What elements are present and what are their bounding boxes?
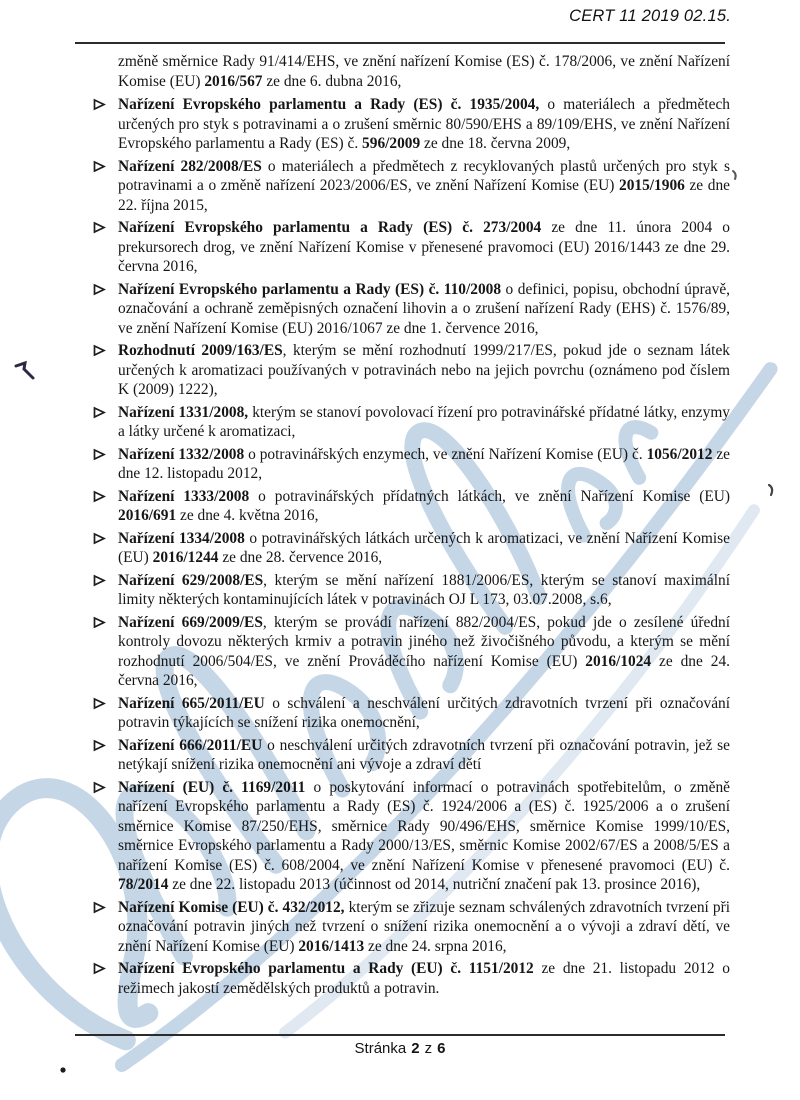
arrow-bullet-icon <box>93 739 106 752</box>
regulation-text: Nařízení Evropského parlamentu a Rady (ES) č. 110/2008 o definici, popisu, obchodní úpravě, označování a ochraně zeměpisných označení lihovin a o zrušení nařízení Rady (EHS) č. 1576/89, ve znění Nařízení Komise (EU) 2016/1067 ze dne 1. července 2016, <box>118 280 730 337</box>
intro-paragraph: změně směrnice Rady 91/414/EHS, ve znění nařízení Komise (ES) č. 178/2006, ve znění Nařízení Komise (EU) 2016/567 ze dne 6. dubna 2016, <box>118 53 730 90</box>
regulation-list <box>118 95 730 998</box>
apostrophe-mark <box>769 485 772 495</box>
arrow-bullet-icon <box>93 448 106 461</box>
regulation-item <box>118 694 730 733</box>
arrow-bullet-icon <box>93 532 106 545</box>
page-number-total: 6 <box>437 1040 446 1057</box>
arrow-bullet-icon <box>93 98 106 111</box>
regulation-text: Nařízení Evropského parlamentu a Rady (ES) č. 273/2004 ze dne 11. února 2004 o prekursorech drog, ve znění Nařízení Komise v přenesené pravomoci (EU) 2016/1443 ze dne 29. června 2016, <box>118 219 730 275</box>
page-footer <box>0 1040 800 1057</box>
regulation-item <box>118 157 730 216</box>
arrow-bullet-icon <box>93 962 106 975</box>
document-body <box>118 52 730 1001</box>
arrow-bullet-icon <box>93 221 106 234</box>
regulation-text: Nařízení 669/2009/ES, kterým se provádí nařízení 882/2004/ES, pokud jde o zesílené úřední kontroly dovozu některých krmiv a potravin jiného než živočišného původu, a kterým se mění rozhodnutí 2006/504/ES, ve znění Prováděcího nařízení Komise (EU) 2016/1024 ze dne 24. června 2016, <box>118 613 730 689</box>
regulation-item <box>118 613 730 691</box>
regulation-item <box>118 529 730 568</box>
page-number-separator: z <box>424 1040 433 1057</box>
regulation-item <box>118 736 730 775</box>
regulation-text: Nařízení 1331/2008, kterým se stanoví povolovací řízení pro potravinářské přídatné látky, enzymy a látky určené k aromatizaci, <box>118 403 730 440</box>
speck-dot <box>60 1067 65 1072</box>
regulation-text: Nařízení 666/2011/EU o neschválení určitých zdravotních tvrzení při označování potravin, jež se netýkají snížení rizika onemocnění ani vývoje a zdraví dětí <box>118 736 730 773</box>
arrow-bullet-icon <box>93 574 106 587</box>
regulation-text: Nařízení 1332/2008 o potravinářských enzymech, ve znění Nařízení Komise (EU) č. 1056/2012 ze dne 12. listopadu 2012, <box>118 445 730 482</box>
arrow-bullet-icon <box>93 160 106 173</box>
regulation-text: Nařízení 665/2011/EU o schválení a neschválení určitých zdravotních tvrzení při označování potravin týkajících se snížení rizika onemocnění, <box>118 694 730 731</box>
regulation-item <box>118 487 730 526</box>
footer-divider <box>75 1034 725 1036</box>
regulation-item <box>118 95 730 154</box>
page-number-current: 2 <box>411 1040 420 1057</box>
arrow-bullet-icon <box>93 344 106 357</box>
regulation-item <box>118 571 730 610</box>
regulation-item <box>118 445 730 484</box>
arrow-bullet-icon <box>93 616 106 629</box>
regulation-text: Nařízení 1334/2008 o potravinářských látkách určených k aromatizaci, ve znění Nařízení Komise (EU) 2016/1244 ze dne 28. července 2016, <box>118 529 730 566</box>
page-number-prefix: Stránka <box>354 1040 407 1057</box>
regulation-text: Nařízení 282/2008/ES o materiálech a předmětech z recyklovaných plastů určených pro styk s potravinami a o změně nařízení 2023/2006/ES, ve znění Nařízení Komise (EU) 2015/1906 ze dne 22. října 2015, <box>118 157 730 214</box>
arrow-bullet-icon <box>93 781 106 794</box>
regulation-text: Nařízení 629/2008/ES, kterým se mění nařízení 1881/2006/ES, kterým se stanoví maximální limity některých kontaminujících látek v potravinách OJ L 173, 03.07.2008, s.6, <box>118 571 730 608</box>
document-code: CERT 11 2019 02.15. <box>569 7 731 25</box>
arrow-bullet-icon <box>93 901 106 914</box>
regulation-item <box>118 218 730 277</box>
regulation-item <box>118 341 730 400</box>
regulation-item <box>118 778 730 895</box>
regulation-text: Nařízení 1333/2008 o potravinářských přídatných látkách, ve znění Nařízení Komise (EU) 2016/691 ze dne 4. května 2016, <box>118 487 730 524</box>
regulation-text: Nařízení Komise (EU) č. 432/2012, kterým se zřizuje seznam schválených zdravotních tvrzení při označování potravin jiných než tvrzení o snížení rizika onemocnění a o vývoji a zdraví dětí, ve znění Nařízení Komise (EU) 2016/1413 ze dne 24. srpna 2016, <box>118 898 730 955</box>
regulation-item <box>118 959 730 998</box>
arrow-bullet-icon <box>93 697 106 710</box>
header-divider <box>75 42 725 44</box>
regulation-text: Nařízení Evropského parlamentu a Rady (EU) č. 1151/2012 ze dne 21. listopadu 2012 o režimech jakostí zemědělských produktů a potravin. <box>118 960 730 997</box>
regulation-item <box>118 403 730 442</box>
ink-smudge <box>16 363 33 378</box>
regulation-text: Rozhodnutí 2009/163/ES, kterým se mění rozhodnutí 1999/217/ES, pokud jde o seznam látek určených k aromatizaci používaných v potravinách nebo na jejich povrchu (oznámeno pod číslem K (2009) 1222), <box>118 342 730 398</box>
regulation-text: Nařízení Evropského parlamentu a Rady (ES) č. 1935/2004, o materiálech a předmětech určených pro styk s potravinami a o zrušení směrnic 80/590/EHS a 89/109/EHS, ve znění Nařízení Evropského parlamentu a Rady (ES) č. 596/2009 ze dne 18. června 2009, <box>118 96 730 152</box>
apostrophe-mark <box>733 171 736 179</box>
arrow-bullet-icon <box>93 406 106 419</box>
arrow-bullet-icon <box>93 490 106 503</box>
regulation-text: Nařízení (EU) č. 1169/2011 o poskytování informací o potravinách spotřebitelům, o změně nařízení Evropského parlamentu a Rady (ES) č. 1924/2006 a (ES) č. 1925/2006 a o zrušení směrnice Komise 87/250/EHS, směrnice Rady 90/496/EHS, směrnice Komise 1999/10/ES, směrnice Evropského parlamentu a Rady 2000/13/ES, směrnic Komise 2002/67/ES a 2008/5/ES a nařízení Komise (ES) č. 608/2004, ve znění Nařízení Komise v přenesené pravomoci (EU) č. 78/2014 ze dne 22. listopadu 2013 (účinnost od 2014, nutriční značení pak 13. prosince 2016), <box>118 778 730 893</box>
regulation-item <box>118 280 730 339</box>
arrow-bullet-icon <box>93 283 106 296</box>
regulation-item <box>118 898 730 957</box>
